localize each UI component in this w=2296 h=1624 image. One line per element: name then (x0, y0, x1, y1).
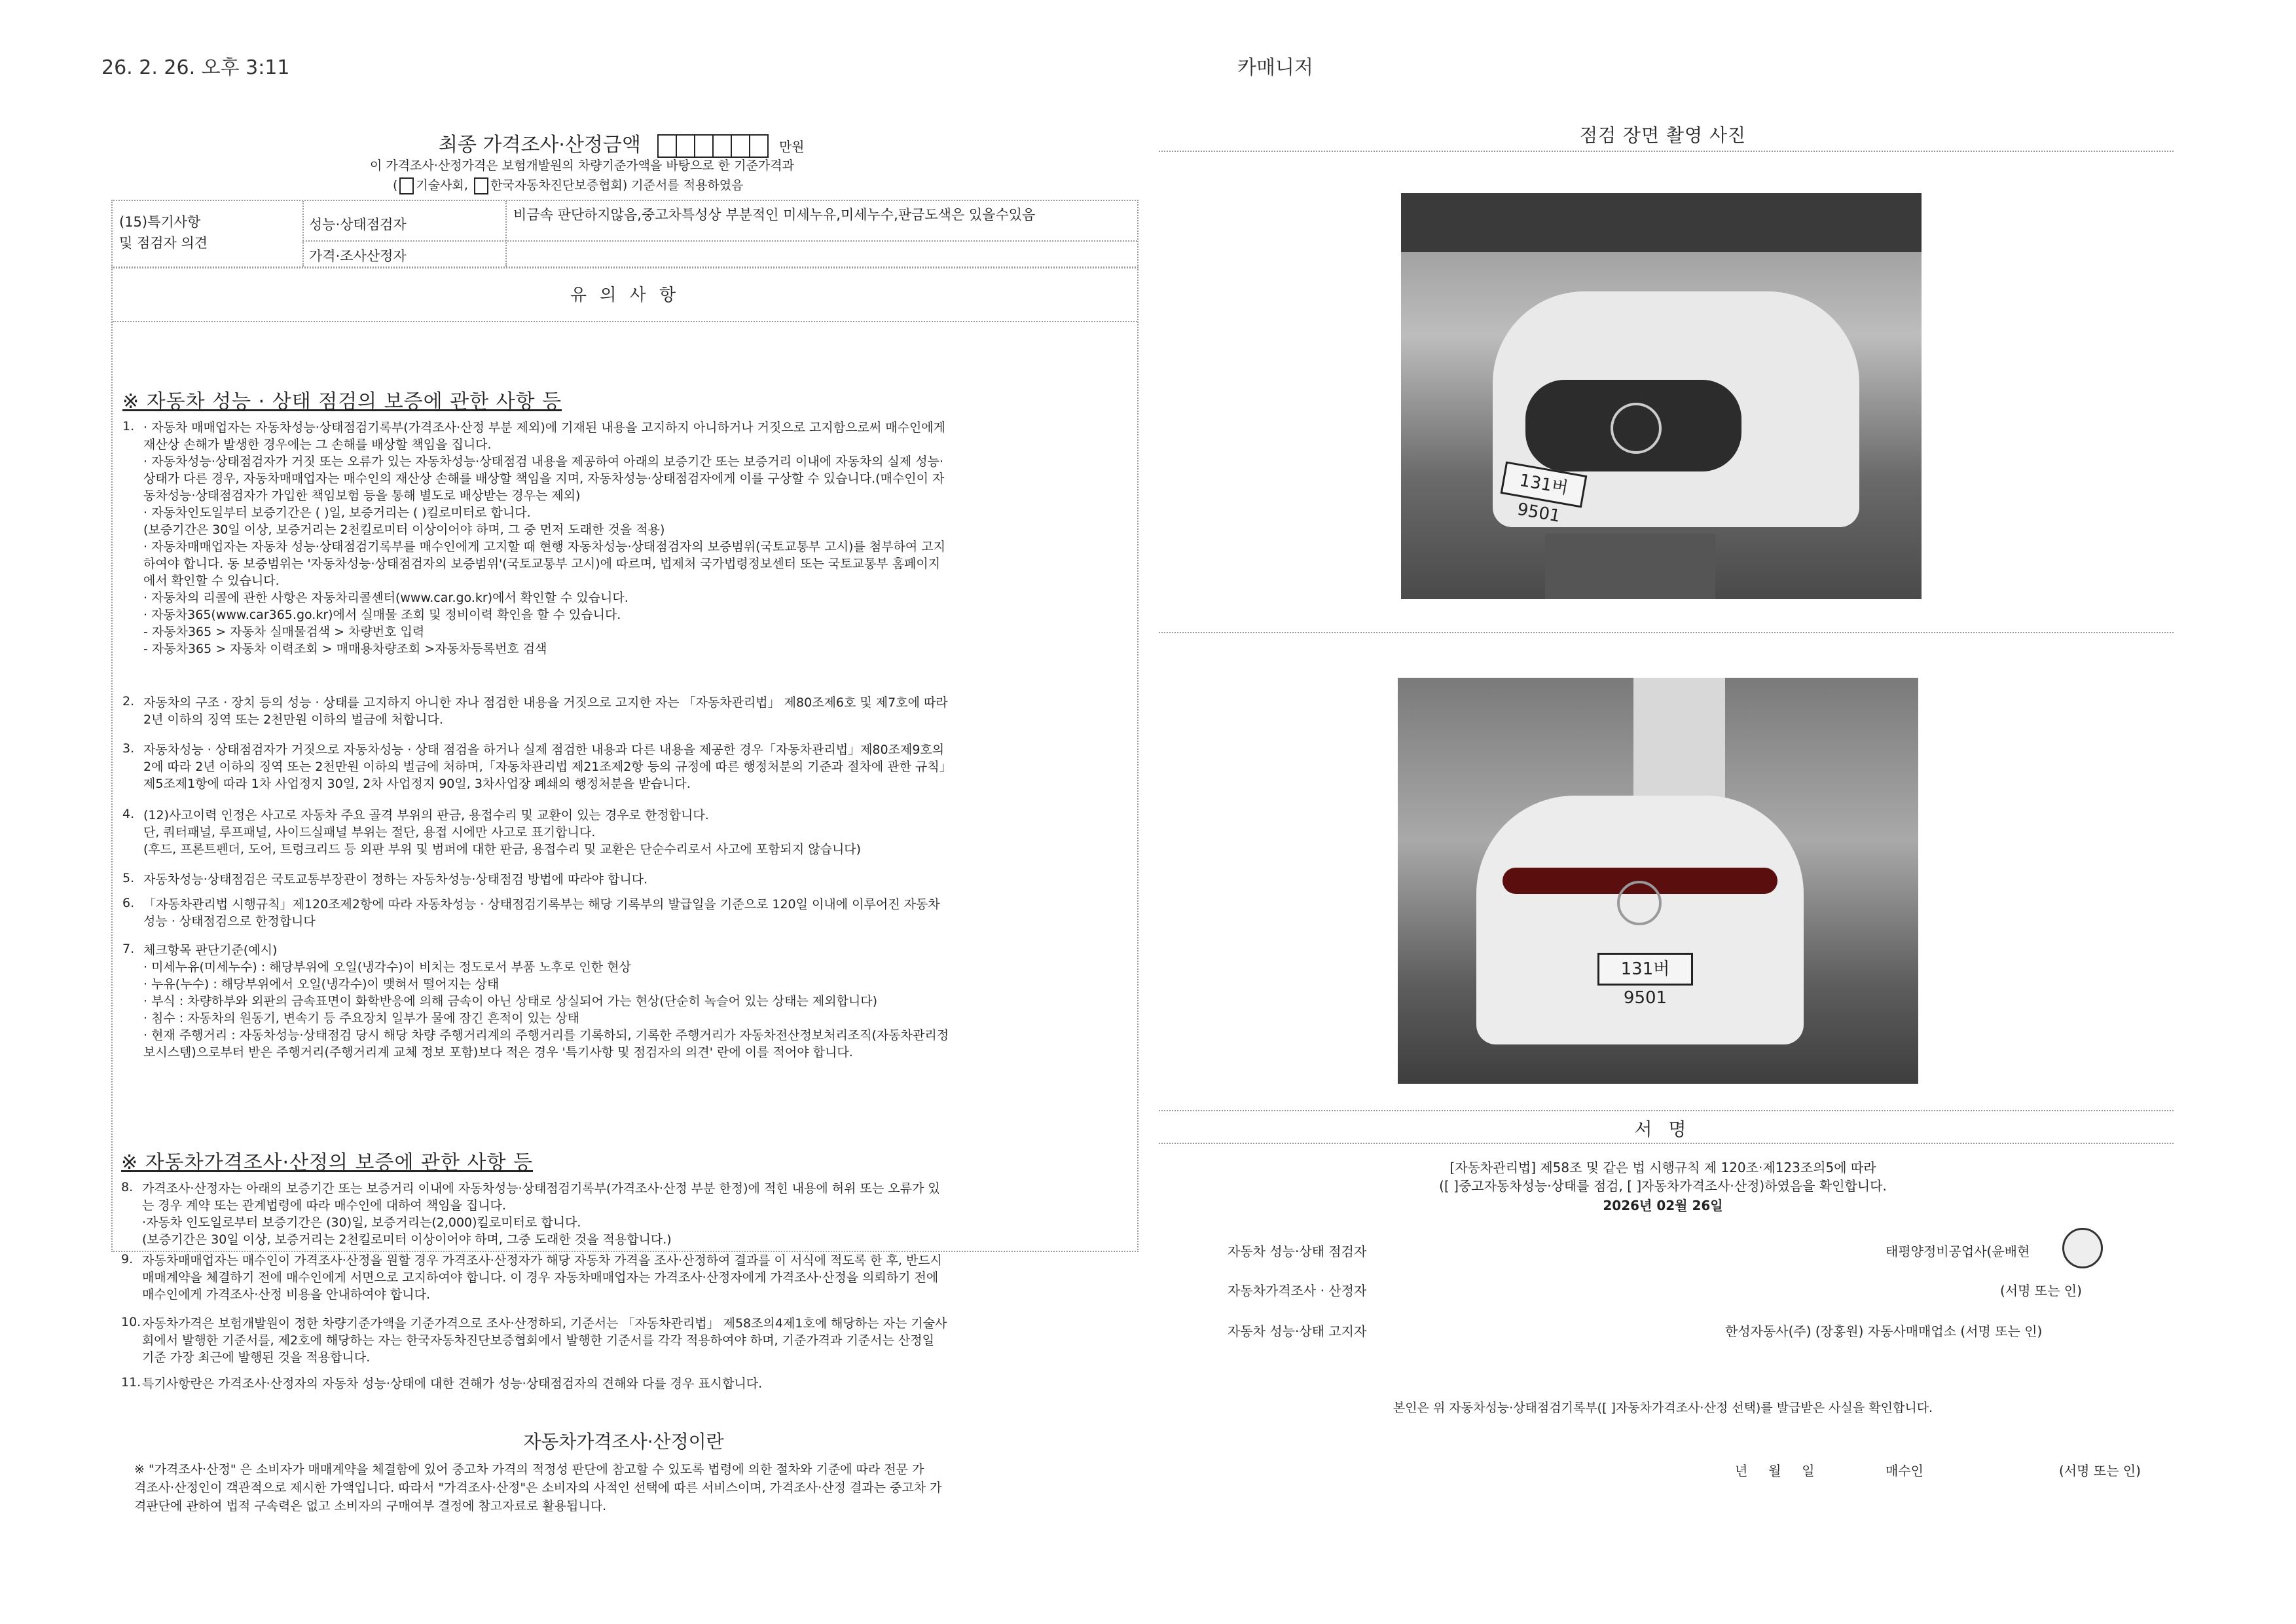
print-datetime: 26. 2. 26. 오후 3:11 (101, 56, 290, 79)
sig-value-appraiser: (서명 또는 인) (2000, 1283, 2082, 1299)
notice-item-5: 5. 자동차성능·상태점검은 국토교통부장관이 정하는 자동차성능·상태점검 방법에 따라야 합니다. (122, 871, 648, 887)
site-name: 카매니저 (1237, 56, 1313, 79)
right-column (1152, 115, 2180, 1509)
signature-date: 2026년 02월 26일 (1603, 1198, 1723, 1213)
signature-line1: [자동차관리법] 제58조 및 같은 법 시행규칙 제 120조·제123조의5에 따라 (1449, 1160, 1876, 1175)
seal-stamp-icon (2062, 1228, 2103, 1268)
opinion-remark: 비금속 판단하지않음,중고차특성상 부분적인 미세누유,미세누수,판금도색은 있을수있음 (513, 207, 1036, 223)
section3-title: 자동차가격조사·산정이란 (523, 1431, 724, 1452)
notice-item-10: 10. 자동차가격은 보험개발원이 정한 차량기준가액을 기준가격으로 조사·산정하되, 기준서는 「자동차관리법」 제58조의4제1호에 해당하는 자는 기술사 회에서 발행한 기준서를, 제2호에 해당하는 자는 한국자동차진단보증협회에서 발행한 기준서를 각각 적용하여야 하며, 기준가격과 기준서는 산정일 기준 가장 최근에 발행된 것을 적용합니다. (121, 1315, 947, 1365)
notice-item-6: 6. 「자동차관리법 시행규칙」제120조제2항에 따라 자동차성능 · 상태점검기록부는 해당 기록부의 발급일을 기준으로 120일 이내에 이루어진 자동차 성능 · 상태점검으로 한정합니다 (122, 896, 940, 929)
license-plate-front: 131버9501 (1501, 461, 1588, 507)
section1-title: ※ 자동차 성능 · 상태 점검의 보증에 관한 사항 등 (122, 390, 562, 413)
price-line1: 이 가격조사·산정가격은 보험개발원의 차량기준가액을 바탕으로 한 기준가격과 (370, 158, 794, 173)
license-plate-rear: 131버9501 (1597, 953, 1693, 986)
car-emblem (1611, 403, 1662, 454)
sig-label-appraiser: 자동차가격조사 · 산정자 (1228, 1283, 1367, 1299)
price-title: 최종 가격조사·산정금액 (439, 134, 641, 157)
car-emblem-rear (1617, 881, 1662, 925)
notice-box (111, 267, 1139, 1252)
price-line2: ( 기술사회, 한국자동차진단보증협회) 기준서를 적용하였음 (393, 177, 744, 194)
buyer-label: 매수인 (1886, 1463, 1923, 1479)
notice-item-2: 2. 자동차의 구조 · 장치 등의 성능 · 상태를 고지하지 아니한 자나 점검한 내용을 거짓으로 고지한 자는 「자동차관리법」 제80조제6호 및 제7호에 따라 2년 이하의 징역 또는 2천만원 이하의 벌금에 처합니다. (122, 694, 948, 727)
sig-value-inspector: 태평양정비공업사(윤배현 (1886, 1244, 2030, 1259)
role-inspector: 성능·상태점검자 (309, 217, 407, 232)
buyer-confirm-text: 본인은 위 자동차성능·상태점검기록부([ ]자동차가격조사·산정 선택)를 발급받은 사실을 확인합니다. (1393, 1401, 1933, 1415)
left-column (111, 124, 1139, 1519)
notice-item-11: 11. 특기사항란은 가격조사·산정자의 자동차 성능·상태에 대한 견해가 성능·상태점검자의 견해와 다를 경우 표시합니다. (121, 1375, 763, 1391)
checkbox-kadia[interactable] (474, 177, 488, 194)
opinion-table (111, 200, 1139, 268)
opinion-label1: (15)특기사항 (119, 214, 201, 230)
notice-item-9: 9. 자동차매매업자는 매수인이 가격조사·산정을 원할 경우 가격조사·산정자가 해당 자동차 가격을 조사·산정하여 결과를 이 서식에 적도록 한 후, 반드시 매매계약을 체결하기 전에 매수인에게 서면으로 고지하여야 합니다. 이 경우 자동차매매업자는 가격조사·산정자에게 가격조사·산정을 의뢰하기 전에 매수인에게 가격조사·산정 비용을 안내하여야 합니다. (121, 1252, 943, 1302)
notice-title: 유 의 사 항 (570, 286, 680, 305)
notice-item-7: 7. 체크항목 판단기준(예시) · 미세누유(미세누수) : 해당부위에 오일(냉각수)이 비치는 정도로서 부품 노후로 인한 현상 · 누유(누수) : 해당부위에서 오일(냉각수)이 맺혀서 떨어지는 상태 · 부식 : 차량하부와 외판의 금속표면이 화학반응에 의해 금속이 아닌 상태로 상실되어 가는 현상(단순히 녹슬어 있는 상태는 제외합니다) · 침수 : 자동차의 원동기, 변속기 등 주요장치 일부가 물에 잠긴 흔적이 있는 상태 · 현재 주행거리 : 자동차성능·상태점검 당시 해당 차량 주행거리계의 주행거리를 기록하되, 기록한 주행거리가 자동차전산정보처리조직(자동차관리정 보시스템)으로부터 받은 주행거리(주행거리계 교체 정보 포함)보다 적은 경우 '특기사항 및 점검자의 의견' 란에 이를 적어야 합니다. (122, 942, 949, 1060)
notice-item-4: 4. (12)사고이력 인정은 사고로 자동차 주요 골격 부위의 판금, 용접수리 및 교환이 있는 경우로 한정합니다. 단, 쿼터패널, 루프패널, 사이드실패널 부위는 절단, 용접 시에만 사고로 표기합니다. (후드, 프론트펜더, 도어, 트렁크리드 등 외판 부위 및 범퍼에 대한 판금, 용접수리 및 교환은 단순수리로서 사고에 포함되지 않습니다) (122, 807, 862, 857)
price-section (111, 124, 1139, 203)
buyer-date: 년 월 일 (1735, 1463, 1815, 1479)
sig-value-notifier: 한성자동사(주) (장홍원) 자동사매매업소 (서명 또는 인) (1725, 1323, 2043, 1339)
signature-title: 서 명 (1634, 1118, 1692, 1140)
sig-label-inspector: 자동차 성능·상태 점검자 (1228, 1244, 1367, 1259)
section3-text: ※ "가격조사·산정" 은 소비자가 매매계약을 체결함에 있어 중고차 가격의 적정성 판단에 참고할 수 있도록 법령에 의한 절차와 기준에 따라 전문 가 격조사·산정인이 객관적으로 제시한 가액입니다. 따라서 "가격조사·산정"은 소비자의 사적인 선택에 따른 서비스이며, 가격조사·산정 결과는 중고차 가 격판단에 관하여 법적 구속력은 없고 소비자의 구매여부 결정에 참고자료로 활용됩니다. (134, 1462, 942, 1513)
notice-item-8: 8. 가격조사·산정자는 아래의 보증기간 또는 보증거리 이내에 자동차성능·상태점검기록부(가격조사·산정 부분 한정)에 적힌 내용에 허위 또는 오류가 있 는 경우 계약 또는 관계법령에 따라 매수인에 대하여 책임을 집니다. ·자동차 인도일로부터 보증기간은 (30)일, 보증거리는(2,000)킬로미터로 합니다. (보증기간은 30일 이상, 보증거리는 2천킬로미터 이상이어야 하며, 그중 도래한 것을 적용합니다.) (121, 1180, 940, 1247)
signature-line2: ([ ]중고자동차성능·상태를 점검, [ ]자동차가격조사·산정)하였음을 확인합니다. (1439, 1178, 1887, 1194)
notice-item-3: 3. 자동차성능 · 상태점검자가 거짓으로 자동차성능 · 상태 점검을 하거나 실제 점검한 내용과 다른 내용을 제공한 경우「자동차관리법」제80조제9호의 2에 따라 2년 이하의 징역 또는 2천만원 이하의 벌금에 처하며,「자동차관리법 제21조제2항 등의 규정에 따른 행정처분의 기준과 절차에 관한 규칙」 제5조제1항에 따라 1차 사업정지 30일, 2차 사업정지 90일, 3차사업장 폐쇄의 행정처분을 받습니다. (122, 741, 952, 791)
buyer-sign: (서명 또는 인) (2059, 1463, 2141, 1479)
inspection-photo-rear (1398, 678, 1918, 1084)
opinion-label2: 및 점검자 의견 (119, 235, 208, 251)
inspection-photo-front (1401, 193, 1922, 599)
section2-title: ※ 자동차가격조사·산정의 보증에 관한 사항 등 (121, 1151, 533, 1174)
photos-title: 점검 장면 촬영 사진 (1579, 124, 1747, 146)
price-boxes (659, 134, 769, 157)
price-unit: 만원 (778, 139, 805, 155)
sig-label-notifier: 자동차 성능·상태 고지자 (1228, 1323, 1367, 1339)
role-appraiser: 가격·조사산정자 (309, 248, 407, 264)
notice-item-1: 1. · 자동차 매매업자는 자동차성능·상태점검기록부(가격조사·산정 부분 제외)에 기재된 내용을 고지하지 아니하거나 거짓으로 고지함으로써 매수인에게 재산상 손해가 발생한 경우에는 그 손해를 배상할 책임을 집니다. · 자동차성능·상태점검자가 거짓 또는 오류가 있는 자동차성능·상태점검 내용을 제공하여 아래의 보증기간 또는 보증거리 이내에 자동차의 실제 성능· 상태가 다른 경우, 자동차매매업자는 매수인의 재산상 손해를 배상할 책임을 지며, 자동차성능·상태점검자에게 이를 구상할 수 있습니다.(매수인이 자 동차성능·상태점검자가 가입한 책임보험 등을 통해 별도로 배상받는 경우는 제외) · 자동차인도일부터 보증기간은 ( )일, 보증거리는 ( )킬로미터로 합니다. (보증기간은 30일 이상, 보증거리는 2천킬로미터 이상이어야 하며, 그 중 먼저 도래한 것을 적용) · 자동차매매업자는 자동차 성능·상태점검기록부를 매수인에게 고지할 때 현행 자동차성능·상태점검자의 보증범위(국토교통부 고시)를 첨부하여 고지 하여야 합니다. 동 보증범위는 '자동차성능·상태점검자의 보증범위'(국토교통부 고시)에 따르며, 법제처 국가법령정보센터 또는 국토교통부 홈페이지 에서 확인할 수 있습니다. · 자동차의 리콜에 관한 사항은 자동차리콜센터(www.car.go.kr)에서 확인할 수 있습니다. · 자동차365(www.car365.go.kr)에서 실매물 조회 및 정비이력 확인을 할 수 있습니다. - 자동차365 > 자동차 실매물검색 > 차량번호 입력 - 자동차365 > 자동차 이력조회 > 매매용차량조회 >자동차등록번호 검색 (122, 419, 946, 656)
checkbox-tech[interactable] (399, 177, 414, 194)
